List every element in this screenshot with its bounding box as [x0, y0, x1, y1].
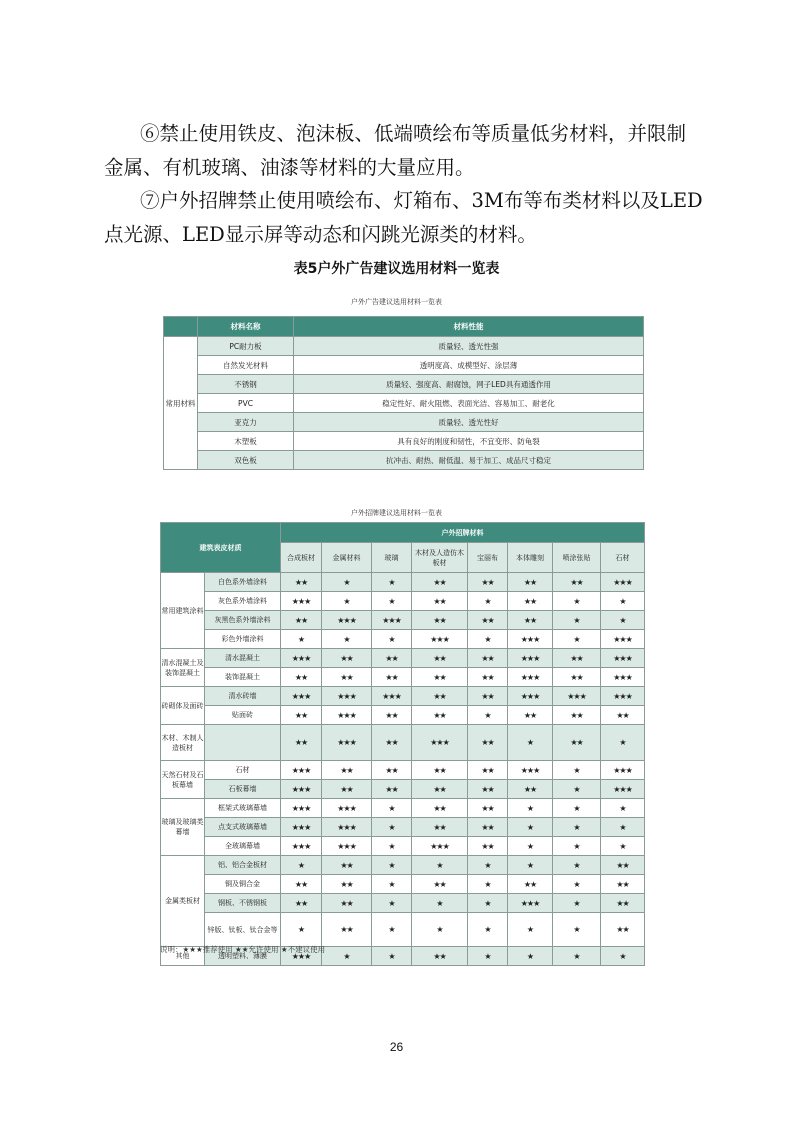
star-rating-cell: ★ [372, 818, 412, 837]
star-rating-cell: ★★ [468, 761, 508, 780]
star-rating-cell: ★★ [468, 837, 508, 856]
header-signboard-materials: 户外招牌材料 [281, 523, 645, 543]
star-rating-cell: ★★ [322, 649, 372, 668]
star-rating-cell: ★★ [412, 780, 468, 799]
row-label: 锌版、钛板、钛合金等 [205, 913, 281, 947]
star-rating-cell: ★★★ [281, 780, 322, 799]
star-rating-cell: ★ [553, 761, 601, 780]
row-label: 灰色系外墙涂料 [205, 592, 281, 611]
star-rating-cell: ★★★ [322, 611, 372, 630]
star-rating-cell: ★★★ [601, 761, 645, 780]
star-rating-cell: ★★★ [322, 799, 372, 818]
star-rating-cell: ★ [553, 780, 601, 799]
group-label: 砖砌体及面砖 [161, 687, 205, 725]
star-rating-cell: ★★ [468, 799, 508, 818]
star-rating-cell: ★★★ [322, 837, 372, 856]
star-rating-cell: ★★ [412, 818, 468, 837]
star-rating-cell: ★ [468, 630, 508, 649]
group-label: 清水混凝土及装饰混凝土 [161, 649, 205, 687]
table-row [161, 706, 645, 725]
star-rating-cell: ★★ [322, 894, 372, 913]
star-rating-cell: ★★ [412, 573, 468, 592]
star-rating-cell: ★★★ [322, 818, 372, 837]
star-rating-cell: ★ [553, 611, 601, 630]
star-rating-cell: ★★ [281, 894, 322, 913]
table2-caption: 户外招牌建议选用材料一览表 [351, 509, 442, 517]
star-rating-cell: ★★ [508, 780, 553, 799]
star-rating-cell: ★★ [412, 592, 468, 611]
star-rating-cell: ★★ [601, 856, 645, 875]
star-rating-cell: ★★ [553, 649, 601, 668]
star-rating-cell: ★ [468, 913, 508, 947]
star-rating-cell: ★★★ [281, 592, 322, 611]
group-label: 木材、木制人造板材 [161, 725, 205, 761]
column-header: 宝丽布 [468, 543, 508, 573]
star-rating-cell: ★★ [508, 706, 553, 725]
table1-caption: 户外广告建议选用材料一览表 [351, 298, 442, 306]
material-performance: 质量轻、强度高、耐腐蚀，网子LED具有通透作用 [294, 375, 644, 394]
star-rating-cell: ★★ [281, 875, 322, 894]
star-rating-cell: ★★ [601, 894, 645, 913]
row-label: 全玻璃幕墙 [205, 837, 281, 856]
star-rating-cell: ★ [372, 875, 412, 894]
column-header: 玻璃 [372, 543, 412, 573]
star-rating-cell: ★ [372, 592, 412, 611]
star-rating-cell: ★ [508, 725, 553, 761]
row-label: 铜及铜合金 [205, 875, 281, 894]
star-rating-cell: ★★★ [281, 761, 322, 780]
row-label: 框架式玻璃幕墙 [205, 799, 281, 818]
star-rating-cell: ★ [601, 799, 645, 818]
star-rating-cell: ★ [601, 611, 645, 630]
star-legend: 说明：★★★推荐使用 ★★允许使用 ★不建议使用 [160, 945, 326, 954]
material-performance: 质量轻、透光性好 [294, 413, 644, 432]
star-rating-cell: ★★★ [508, 894, 553, 913]
star-rating-cell: ★ [281, 913, 322, 947]
star-rating-cell: ★★ [372, 668, 412, 687]
star-rating-cell: ★★★ [601, 687, 645, 706]
star-rating-cell: ★ [468, 947, 508, 966]
group-label: 常用建筑涂料 [161, 573, 205, 649]
star-rating-cell: ★ [372, 856, 412, 875]
star-rating-cell: ★★★ [508, 687, 553, 706]
table-row [161, 687, 645, 706]
column-header: 木材及人造仿木板材 [412, 543, 468, 573]
star-rating-cell: ★★★ [281, 837, 322, 856]
star-rating-cell: ★★ [508, 875, 553, 894]
group-label: 天然石材及石板幕墙 [161, 761, 205, 799]
star-rating-cell: ★ [372, 573, 412, 592]
ad-materials-table [163, 316, 644, 470]
star-rating-cell: ★★★ [281, 818, 322, 837]
star-rating-cell: ★★ [322, 913, 372, 947]
star-rating-cell: ★★ [508, 611, 553, 630]
material-name: 木塑板 [198, 432, 294, 451]
star-rating-cell: ★★ [468, 611, 508, 630]
header-corner: 建筑表皮材质 [161, 523, 281, 573]
row-label: 点支式玻璃幕墙 [205, 818, 281, 837]
star-rating-cell: ★★★ [372, 611, 412, 630]
star-rating-cell: ★★ [281, 725, 322, 761]
star-rating-cell: ★★ [281, 573, 322, 592]
material-name: PC耐力板 [198, 337, 294, 356]
table-row [161, 818, 645, 837]
star-rating-cell: ★★★ [508, 668, 553, 687]
star-rating-cell: ★★ [281, 611, 322, 630]
star-rating-cell: ★ [322, 592, 372, 611]
star-rating-cell: ★★★ [322, 706, 372, 725]
row-label: 铝、铝合金板材 [205, 856, 281, 875]
row-label: 白色系外墙涂料 [205, 573, 281, 592]
star-rating-cell: ★ [372, 799, 412, 818]
star-rating-cell: ★★★ [281, 799, 322, 818]
star-rating-cell: ★★ [553, 668, 601, 687]
star-rating-cell: ★★ [322, 668, 372, 687]
table-row [161, 856, 645, 875]
star-rating-cell: ★ [468, 856, 508, 875]
star-rating-cell: ★★★ [281, 687, 322, 706]
star-rating-cell: ★★ [322, 761, 372, 780]
material-name: 不锈钢 [198, 375, 294, 394]
column-header: 石材 [601, 543, 645, 573]
star-rating-cell: ★ [553, 913, 601, 947]
table-row [161, 799, 645, 818]
star-rating-cell: ★★★ [508, 649, 553, 668]
star-rating-cell: ★ [372, 837, 412, 856]
star-rating-cell: ★ [508, 856, 553, 875]
star-rating-cell: ★ [601, 837, 645, 856]
material-performance: 透明度高、成模型好、涂层薄 [294, 356, 644, 375]
star-rating-cell: ★ [322, 630, 372, 649]
material-performance: 具有良好的刚度和韧性，不宜变形、防龟裂 [294, 432, 644, 451]
star-rating-cell: ★ [508, 837, 553, 856]
star-rating-cell: ★ [468, 592, 508, 611]
star-rating-cell: ★★ [412, 706, 468, 725]
star-rating-cell: ★★ [508, 592, 553, 611]
table-row [161, 649, 645, 668]
star-rating-cell: ★ [601, 592, 645, 611]
row-label: 钢板、不锈钢板 [205, 894, 281, 913]
paragraph-6: ⑥禁止使用铁皮、泡沫板、低端喷绘布等质量低劣材料，并限制金属、有机玻璃、油漆等材料的大量应用。 [104, 122, 687, 179]
star-rating-cell: ★★ [412, 799, 468, 818]
paragraph-7: ⑦户外招牌禁止使用喷绘布、灯箱布、3M布等布类材料以及LED点光源、LED显示屏等动态和闪跳光源类的材料。 [104, 189, 703, 246]
star-rating-cell: ★ [508, 799, 553, 818]
star-rating-cell: ★★★ [601, 668, 645, 687]
star-rating-cell: ★ [553, 837, 601, 856]
star-rating-cell: ★ [372, 913, 412, 947]
star-rating-cell: ★★★ [372, 687, 412, 706]
star-rating-cell: ★★ [601, 706, 645, 725]
row-label: 装饰混凝土 [205, 668, 281, 687]
star-rating-cell: ★ [601, 947, 645, 966]
star-rating-cell: ★ [412, 894, 468, 913]
star-rating-cell: ★★★ [412, 725, 468, 761]
table-row [161, 761, 645, 780]
star-rating-cell: ★ [508, 913, 553, 947]
star-rating-cell: ★★★ [601, 649, 645, 668]
star-rating-cell: ★★ [372, 780, 412, 799]
header-material-performance: 材料性能 [294, 317, 644, 337]
column-header: 喷涂张贴 [553, 543, 601, 573]
star-rating-cell: ★★ [508, 573, 553, 592]
table2-body [161, 573, 645, 966]
star-rating-cell: ★★★ [508, 630, 553, 649]
table-row [161, 668, 645, 687]
material-name: PVC [198, 394, 294, 413]
star-rating-cell: ★★ [412, 947, 468, 966]
star-rating-cell: ★★ [372, 706, 412, 725]
star-rating-cell: ★ [553, 947, 601, 966]
table-row [161, 573, 645, 592]
row-label: 石材 [205, 761, 281, 780]
star-rating-cell: ★★★ [322, 725, 372, 761]
star-rating-cell: ★ [601, 725, 645, 761]
star-rating-cell: ★★ [372, 725, 412, 761]
star-rating-cell: ★★★ [412, 837, 468, 856]
star-rating-cell: ★ [553, 630, 601, 649]
star-rating-cell: ★ [553, 818, 601, 837]
row-label: 贴面砖 [205, 706, 281, 725]
star-rating-cell: ★★ [281, 668, 322, 687]
row-label: 清水砖墙 [205, 687, 281, 706]
star-rating-cell: ★★ [372, 649, 412, 668]
row-label: 石板幕墙 [205, 780, 281, 799]
table-row [161, 630, 645, 649]
star-rating-cell: ★ [372, 894, 412, 913]
row-label [205, 725, 281, 761]
star-rating-cell: ★ [508, 818, 553, 837]
star-rating-cell: ★★ [468, 668, 508, 687]
row-label: 彩色外墙涂料 [205, 630, 281, 649]
table-row [161, 875, 645, 894]
row-label: 灰黑色系外墙涂料 [205, 611, 281, 630]
star-rating-cell: ★★★ [601, 630, 645, 649]
star-rating-cell: ★ [322, 947, 372, 966]
star-rating-cell: ★ [553, 592, 601, 611]
table-row [161, 592, 645, 611]
star-rating-cell: ★★★ [281, 649, 322, 668]
star-rating-cell: ★★ [412, 875, 468, 894]
star-rating-cell: ★★★ [322, 687, 372, 706]
star-rating-cell: ★★ [553, 573, 601, 592]
column-header: 合成板材 [281, 543, 322, 573]
material-name: 亚克力 [198, 413, 294, 432]
material-name: 自然发光材料 [198, 356, 294, 375]
group-label: 其他 [161, 947, 205, 966]
star-rating-cell: ★★ [412, 761, 468, 780]
star-rating-cell: ★ [468, 875, 508, 894]
star-rating-cell: ★★★ [281, 947, 322, 966]
star-rating-cell: ★★ [468, 780, 508, 799]
star-rating-cell: ★ [553, 799, 601, 818]
star-rating-cell: ★★ [468, 649, 508, 668]
column-header: 金属材料 [322, 543, 372, 573]
star-rating-cell: ★★ [468, 687, 508, 706]
star-rating-cell: ★ [412, 913, 468, 947]
star-rating-cell: ★★ [468, 573, 508, 592]
signboard-materials-table [160, 522, 645, 966]
star-rating-cell: ★ [553, 894, 601, 913]
star-rating-cell: ★ [553, 856, 601, 875]
table-row [161, 913, 645, 947]
header-material-name: 材料名称 [198, 317, 294, 337]
group-label: 玻璃及玻璃类幕墙 [161, 799, 205, 856]
table-row [161, 611, 645, 630]
star-rating-cell: ★ [372, 947, 412, 966]
table-title: 表5户外广告建议选用材料一览表 [293, 261, 500, 277]
star-rating-cell: ★★★ [601, 573, 645, 592]
star-rating-cell: ★ [372, 630, 412, 649]
material-name: 双色板 [198, 451, 294, 470]
row-label: 透明塑料、薄膜 [205, 947, 281, 966]
star-rating-cell: ★★ [601, 913, 645, 947]
star-rating-cell: ★ [508, 947, 553, 966]
column-header: 本体雕刻 [508, 543, 553, 573]
table-row [161, 725, 645, 761]
material-performance: 稳定性好、耐火阻燃、表面光洁、容易加工、耐老化 [294, 394, 644, 413]
star-rating-cell: ★★ [412, 687, 468, 706]
star-rating-cell: ★★ [553, 706, 601, 725]
star-rating-cell: ★★ [468, 818, 508, 837]
star-rating-cell: ★★★ [553, 687, 601, 706]
star-rating-cell: ★★ [553, 725, 601, 761]
star-rating-cell: ★★ [412, 649, 468, 668]
star-rating-cell: ★ [468, 706, 508, 725]
star-rating-cell: ★★ [322, 780, 372, 799]
star-rating-cell: ★ [601, 818, 645, 837]
table-row [161, 894, 645, 913]
star-rating-cell: ★ [322, 573, 372, 592]
star-rating-cell: ★★★ [601, 780, 645, 799]
star-rating-cell: ★★ [468, 725, 508, 761]
star-rating-cell: ★★★ [508, 761, 553, 780]
star-rating-cell: ★ [281, 630, 322, 649]
star-rating-cell: ★ [412, 856, 468, 875]
material-performance: 质量轻、透光性强 [294, 337, 644, 356]
star-rating-cell: ★★ [601, 875, 645, 894]
table-row [161, 780, 645, 799]
star-rating-cell: ★★ [322, 875, 372, 894]
group-common-materials: 常用材料 [164, 337, 198, 470]
star-rating-cell: ★★★ [412, 630, 468, 649]
star-rating-cell: ★★ [372, 761, 412, 780]
table-row [161, 837, 645, 856]
star-rating-cell: ★★ [412, 668, 468, 687]
star-rating-cell: ★★ [322, 856, 372, 875]
star-rating-cell: ★ [468, 894, 508, 913]
group-label: 金属类板材 [161, 856, 205, 947]
star-rating-cell: ★ [281, 856, 322, 875]
star-rating-cell: ★★ [281, 706, 322, 725]
row-label: 清水混凝土 [205, 649, 281, 668]
page-number: 26 [389, 1040, 404, 1054]
header-blank [164, 317, 198, 337]
star-rating-cell: ★★ [412, 611, 468, 630]
star-rating-cell: ★ [553, 875, 601, 894]
material-performance: 抗冲击、耐热、耐低温、易于加工、成品尺寸稳定 [294, 451, 644, 470]
